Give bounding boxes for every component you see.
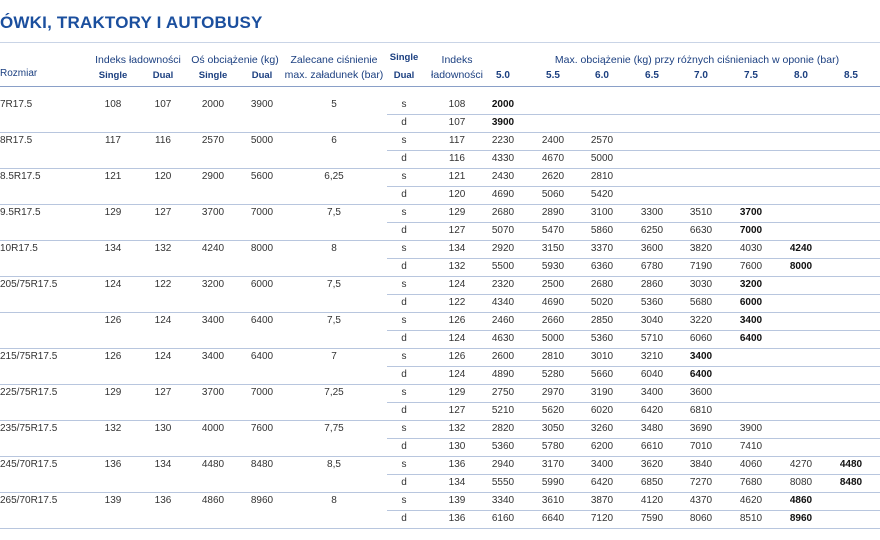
cell-load: 4620 <box>739 495 763 506</box>
cell-load: 3400 <box>739 315 763 326</box>
header-pressure-8-0: 8.0 <box>794 70 808 81</box>
cell-load: 2810 <box>541 351 565 362</box>
cell-indeks: 121 <box>448 171 466 182</box>
cell-load: 5680 <box>689 297 713 308</box>
cell-axle-dual: 8960 <box>250 495 274 506</box>
cell-indeks: 116 <box>449 153 465 164</box>
cell-single-dual: s <box>401 459 407 470</box>
cell-load: 4370 <box>689 495 713 506</box>
cell-load: 7600 <box>739 261 763 272</box>
cell-load: 3150 <box>541 243 565 254</box>
cell-single-dual: d <box>401 333 407 344</box>
cell-load: 4030 <box>739 243 763 254</box>
cell-load: 6640 <box>541 513 565 524</box>
table-row <box>0 132 880 150</box>
cell-load: 2820 <box>491 423 515 434</box>
cell-load: 2430 <box>491 171 515 182</box>
cell-load: 7590 <box>640 513 664 524</box>
cell-axle-single: 2570 <box>201 135 225 146</box>
table-row <box>0 420 880 438</box>
cell-axle-dual: 6000 <box>250 279 274 290</box>
cell-load: 5420 <box>590 189 614 200</box>
cell-rozmiar: 225/75R17.5 <box>0 387 58 398</box>
cell-load: 6850 <box>640 477 664 488</box>
header-indeks2-line1: Indeks <box>441 54 473 66</box>
cell-load: 4060 <box>739 459 763 470</box>
cell-load: 3400 <box>640 387 664 398</box>
cell-load: 3200 <box>739 279 763 290</box>
cell-indeks: 130 <box>448 441 466 452</box>
cell-axle-single: 4860 <box>201 495 225 506</box>
cell-load: 6160 <box>491 513 515 524</box>
cell-load: 2810 <box>590 171 614 182</box>
cell-load: 5990 <box>541 477 565 488</box>
header-zalecane-line2: max. załadunek (bar) <box>284 69 384 81</box>
cell-indeks: 129 <box>448 207 466 218</box>
table-row <box>0 294 880 313</box>
cell-li-dual: 132 <box>154 243 172 254</box>
cell-load: 3870 <box>590 495 614 506</box>
cell-load: 2460 <box>491 315 515 326</box>
cell-load: 2970 <box>541 387 565 398</box>
cell-load: 6040 <box>640 369 664 380</box>
cell-load: 2750 <box>491 387 515 398</box>
cell-indeks: 134 <box>448 477 466 488</box>
cell-indeks: 129 <box>448 387 466 398</box>
header-rozmiar: Rozmiar <box>0 68 38 79</box>
cell-li-dual: 127 <box>154 387 172 398</box>
cell-load: 6400 <box>689 369 713 380</box>
cell-load: 2890 <box>541 207 565 218</box>
table-row <box>0 474 880 493</box>
header-os-obciazenie: Oś obciążenie (kg) <box>191 54 279 66</box>
table-row <box>0 240 880 258</box>
cell-load: 3840 <box>689 459 713 470</box>
table-row <box>0 150 880 169</box>
cell-load: 6250 <box>640 225 664 236</box>
cell-load: 2850 <box>590 315 614 326</box>
cell-single-dual: s <box>401 315 407 326</box>
cell-load: 6400 <box>739 333 763 344</box>
cell-single-dual: d <box>401 441 407 452</box>
cell-load: 5660 <box>590 369 614 380</box>
header-pressure-7-5: 7.5 <box>744 70 758 81</box>
cell-single-dual: s <box>401 387 407 398</box>
cell-load: 5550 <box>491 477 515 488</box>
cell-axle-dual: 8000 <box>250 243 274 254</box>
cell-load: 6020 <box>590 405 614 416</box>
cell-axle-single: 3200 <box>201 279 225 290</box>
cell-axle-single: 3400 <box>201 315 225 326</box>
cell-load: 3300 <box>640 207 664 218</box>
cell-axle-single: 4240 <box>201 243 225 254</box>
cell-axle-dual: 5000 <box>250 135 274 146</box>
cell-axle-single: 3400 <box>201 351 225 362</box>
cell-li-single: 136 <box>104 459 122 470</box>
cell-load: 7190 <box>689 261 713 272</box>
header-pressure-6-0: 6.0 <box>595 70 609 81</box>
cell-load: 8080 <box>789 477 813 488</box>
cell-li-single: 134 <box>104 243 122 254</box>
cell-single-dual: s <box>401 171 407 182</box>
cell-load: 5930 <box>541 261 565 272</box>
header-zalecane-line1: Zalecane ciśnienie <box>290 54 378 66</box>
cell-load: 2940 <box>491 459 515 470</box>
cell-load: 3220 <box>689 315 713 326</box>
cell-li-dual: 124 <box>154 351 172 362</box>
cell-load: 6420 <box>640 405 664 416</box>
cell-zalecane-cisnienie: 7,25 <box>324 387 344 398</box>
cell-load: 3050 <box>541 423 565 434</box>
cell-load: 4270 <box>789 459 813 470</box>
cell-axle-single: 4000 <box>201 423 225 434</box>
cell-load: 3260 <box>590 423 614 434</box>
cell-load: 6420 <box>590 477 614 488</box>
cell-load: 7000 <box>739 225 763 236</box>
header-pressure-6-5: 6.5 <box>645 70 659 81</box>
cell-load: 5020 <box>590 297 614 308</box>
cell-axle-single: 3700 <box>201 387 225 398</box>
cell-indeks: 139 <box>448 495 466 506</box>
cell-load: 5500 <box>491 261 515 272</box>
cell-load: 3820 <box>689 243 713 254</box>
cell-load: 7680 <box>739 477 763 488</box>
cell-load: 5860 <box>590 225 614 236</box>
cell-single-dual: d <box>401 153 407 164</box>
cell-single-dual: d <box>401 477 407 488</box>
cell-load: 3480 <box>640 423 664 434</box>
cell-load: 5210 <box>491 405 515 416</box>
cell-single-dual: s <box>401 243 407 254</box>
table-row <box>0 330 880 349</box>
cell-load: 4340 <box>491 297 515 308</box>
cell-load: 3690 <box>689 423 713 434</box>
cell-rozmiar: 7R17.5 <box>0 99 33 110</box>
cell-indeks: 132 <box>448 423 466 434</box>
cell-zalecane-cisnienie: 8 <box>331 243 337 254</box>
cell-load: 8060 <box>689 513 713 524</box>
cell-load: 3900 <box>739 423 763 434</box>
cell-load: 4240 <box>789 243 813 254</box>
table-row <box>0 438 880 457</box>
cell-load: 4670 <box>541 153 565 164</box>
cell-indeks: 127 <box>448 225 466 236</box>
cell-indeks: 136 <box>448 513 466 524</box>
cell-load: 5070 <box>491 225 515 236</box>
cell-load: 3600 <box>689 387 713 398</box>
cell-indeks: 126 <box>448 315 466 326</box>
cell-load: 5710 <box>640 333 664 344</box>
cell-load: 3400 <box>689 351 713 362</box>
cell-load: 3100 <box>590 207 614 218</box>
cell-load: 5780 <box>541 441 565 452</box>
cell-single-dual: d <box>401 405 407 416</box>
cell-load: 2000 <box>491 99 515 110</box>
cell-load: 3610 <box>541 495 565 506</box>
cell-load: 3400 <box>590 459 614 470</box>
cell-single-dual: d <box>401 261 407 272</box>
cell-indeks: 126 <box>448 351 466 362</box>
cell-axle-dual: 7600 <box>250 423 274 434</box>
cell-load: 3370 <box>590 243 614 254</box>
cell-li-single: 129 <box>104 387 122 398</box>
cell-rozmiar: 8R17.5 <box>0 135 33 146</box>
cell-rozmiar: 215/75R17.5 <box>0 351 58 362</box>
cell-indeks: 136 <box>448 459 466 470</box>
cell-load: 6780 <box>640 261 664 272</box>
cell-rozmiar: 8.5R17.5 <box>0 171 41 182</box>
cell-load: 2680 <box>491 207 515 218</box>
header-li-single: Single <box>98 70 128 81</box>
cell-load: 5000 <box>541 333 565 344</box>
cell-load: 4890 <box>491 369 515 380</box>
cell-axle-dual: 6400 <box>250 351 274 362</box>
cell-load: 3600 <box>640 243 664 254</box>
table-row <box>0 384 880 402</box>
table-row <box>0 96 880 114</box>
cell-indeks: 107 <box>448 117 466 128</box>
cell-axle-dual: 6400 <box>250 315 274 326</box>
cell-li-dual: 122 <box>154 279 172 290</box>
cell-single-dual: d <box>401 297 407 308</box>
header-single-dual-bottom: Dual <box>393 70 415 81</box>
cell-load: 3900 <box>491 117 515 128</box>
cell-indeks: 124 <box>448 279 466 290</box>
cell-li-dual: 130 <box>154 423 172 434</box>
header-pressure-7-0: 7.0 <box>694 70 708 81</box>
cell-load: 3040 <box>640 315 664 326</box>
cell-li-single: 129 <box>104 207 122 218</box>
cell-load: 4330 <box>491 153 515 164</box>
cell-zalecane-cisnienie: 7,5 <box>327 207 341 218</box>
cell-zalecane-cisnienie: 7,5 <box>327 279 341 290</box>
cell-load: 5360 <box>491 441 515 452</box>
cell-rozmiar: 245/70R17.5 <box>0 459 58 470</box>
cell-load: 3190 <box>590 387 614 398</box>
cell-axle-dual: 3900 <box>250 99 274 110</box>
cell-load: 7410 <box>739 441 763 452</box>
cell-load: 4690 <box>491 189 515 200</box>
cell-load: 2500 <box>541 279 565 290</box>
cell-li-single: 132 <box>104 423 122 434</box>
cell-load: 4120 <box>640 495 664 506</box>
cell-indeks: 134 <box>448 243 466 254</box>
cell-load: 6810 <box>689 405 713 416</box>
cell-load: 3700 <box>739 207 763 218</box>
header-indeks-ladownosci: Indeks ładowności <box>95 54 181 66</box>
cell-load: 8000 <box>789 261 813 272</box>
cell-indeks: 124 <box>448 333 466 344</box>
cell-single-dual: d <box>401 117 407 128</box>
table-row <box>0 222 880 241</box>
cell-zalecane-cisnienie: 6 <box>331 135 337 146</box>
cell-load: 2320 <box>491 279 515 290</box>
cell-load: 5000 <box>590 153 614 164</box>
header-li-dual: Dual <box>152 70 174 81</box>
cell-single-dual: s <box>401 99 407 110</box>
table-row <box>0 402 880 421</box>
table-row <box>0 114 880 133</box>
cell-load: 3010 <box>590 351 614 362</box>
cell-load: 3510 <box>689 207 713 218</box>
cell-load: 3030 <box>689 279 713 290</box>
cell-single-dual: d <box>401 513 407 524</box>
cell-zalecane-cisnienie: 6,25 <box>324 171 344 182</box>
header-axle-dual: Dual <box>251 70 273 81</box>
cell-axle-dual: 7000 <box>250 387 274 398</box>
cell-load: 4630 <box>491 333 515 344</box>
cell-zalecane-cisnienie: 7,5 <box>327 315 341 326</box>
cell-li-single: 121 <box>104 171 122 182</box>
cell-load: 2920 <box>491 243 515 254</box>
cell-zalecane-cisnienie: 5 <box>331 99 337 110</box>
cell-li-dual: 124 <box>154 315 172 326</box>
cell-load: 3340 <box>491 495 515 506</box>
cell-single-dual: s <box>401 135 407 146</box>
header-pressure-8-5: 8.5 <box>844 70 858 81</box>
cell-zalecane-cisnienie: 8 <box>331 495 337 506</box>
cell-indeks: 122 <box>448 297 466 308</box>
cell-li-dual: 136 <box>154 495 172 506</box>
cell-rozmiar: 205/75R17.5 <box>0 279 58 290</box>
cell-axle-dual: 7000 <box>250 207 274 218</box>
cell-axle-single: 2900 <box>201 171 225 182</box>
cell-load: 7010 <box>689 441 713 452</box>
table-row <box>0 168 880 186</box>
cell-load: 2570 <box>590 135 614 146</box>
cell-load: 8510 <box>739 513 763 524</box>
cell-li-single: 117 <box>105 135 121 146</box>
cell-load: 5280 <box>541 369 565 380</box>
header-axle-single: Single <box>198 70 228 81</box>
cell-li-dual: 127 <box>154 207 172 218</box>
cell-load: 8480 <box>839 477 863 488</box>
cell-load: 6610 <box>640 441 664 452</box>
cell-load: 2400 <box>541 135 565 146</box>
cell-load: 3170 <box>541 459 565 470</box>
cell-single-dual: d <box>401 369 407 380</box>
cell-rozmiar: 265/70R17.5 <box>0 495 58 506</box>
cell-load: 6200 <box>590 441 614 452</box>
cell-load: 3210 <box>640 351 664 362</box>
table-row <box>0 204 880 222</box>
cell-indeks: 132 <box>448 261 466 272</box>
cell-load: 8960 <box>789 513 813 524</box>
cell-load: 3620 <box>640 459 664 470</box>
cell-axle-dual: 5600 <box>250 171 274 182</box>
cell-indeks: 108 <box>448 99 466 110</box>
cell-load: 6060 <box>689 333 713 344</box>
table-row <box>0 366 880 385</box>
cell-single-dual: d <box>401 189 407 200</box>
cell-load: 6360 <box>590 261 614 272</box>
cell-load: 4480 <box>839 459 863 470</box>
table-row <box>0 276 880 294</box>
cell-indeks: 124 <box>448 369 466 380</box>
table-row <box>0 510 880 529</box>
cell-axle-single: 2000 <box>201 99 225 110</box>
table-row <box>0 456 880 474</box>
cell-single-dual: s <box>401 423 407 434</box>
cell-load: 5470 <box>541 225 565 236</box>
cell-load: 2860 <box>640 279 664 290</box>
header-single-dual-top: Single <box>389 52 419 63</box>
cell-single-dual: s <box>401 351 407 362</box>
cell-load: 5360 <box>640 297 664 308</box>
cell-load: 2680 <box>590 279 614 290</box>
cell-load: 5620 <box>541 405 565 416</box>
cell-single-dual: s <box>401 495 407 506</box>
page-title: ÓWKI, TRAKTORY I AUTOBUSY <box>0 13 263 32</box>
header-indeks2-line2: ładowności <box>431 69 483 81</box>
cell-li-single: 139 <box>104 495 122 506</box>
table-row <box>0 492 880 510</box>
cell-li-dual: 134 <box>154 459 172 470</box>
cell-li-dual: 107 <box>154 99 172 110</box>
cell-load: 5060 <box>541 189 565 200</box>
cell-load: 6000 <box>739 297 763 308</box>
cell-rozmiar: 9.5R17.5 <box>0 207 41 218</box>
cell-load: 4690 <box>541 297 565 308</box>
cell-single-dual: s <box>401 207 407 218</box>
cell-load: 2660 <box>541 315 565 326</box>
cell-zalecane-cisnienie: 7 <box>331 351 337 362</box>
cell-li-single: 108 <box>104 99 122 110</box>
cell-load: 7270 <box>689 477 713 488</box>
cell-axle-single: 3700 <box>201 207 225 218</box>
cell-load: 5360 <box>590 333 614 344</box>
cell-li-dual: 116 <box>155 135 171 146</box>
cell-load: 2230 <box>491 135 515 146</box>
cell-li-dual: 120 <box>154 171 172 182</box>
cell-zalecane-cisnienie: 7,75 <box>324 423 344 434</box>
cell-li-single: 124 <box>104 279 122 290</box>
table-row <box>0 186 880 205</box>
cell-single-dual: s <box>401 279 407 290</box>
table-row <box>0 312 880 330</box>
cell-li-single: 126 <box>104 315 122 326</box>
cell-single-dual: d <box>401 225 407 236</box>
header-pressure-5-0: 5.0 <box>496 70 510 81</box>
header-max-obciazenie: Max. obciążenie (kg) przy różnych ciśnieniach w oponie (bar) <box>554 54 840 66</box>
cell-load: 2620 <box>541 171 565 182</box>
cell-li-single: 126 <box>104 351 122 362</box>
cell-indeks: 127 <box>448 405 466 416</box>
cell-zalecane-cisnienie: 8,5 <box>327 459 341 470</box>
header-pressure-5-5: 5.5 <box>546 70 560 81</box>
cell-rozmiar: 10R17.5 <box>0 243 38 254</box>
cell-load: 6630 <box>689 225 713 236</box>
cell-load: 2600 <box>491 351 515 362</box>
cell-axle-dual: 8480 <box>250 459 274 470</box>
cell-indeks: 117 <box>449 135 465 146</box>
cell-load: 7120 <box>590 513 614 524</box>
table-row <box>0 348 880 366</box>
table-row <box>0 258 880 277</box>
cell-indeks: 120 <box>448 189 466 200</box>
cell-load: 4860 <box>789 495 813 506</box>
cell-rozmiar: 235/75R17.5 <box>0 423 58 434</box>
cell-axle-single: 4480 <box>201 459 225 470</box>
